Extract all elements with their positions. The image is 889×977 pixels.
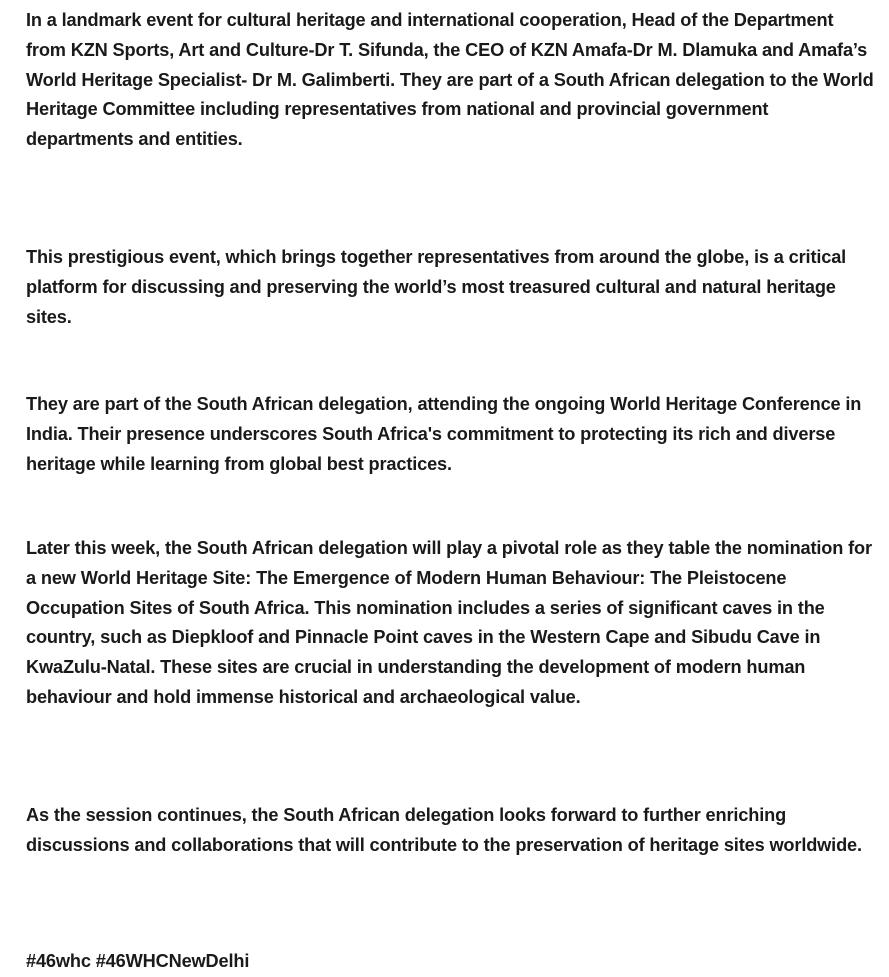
paragraph-nomination: Later this week, the South African delegation will play a pivotal role as they table the nomination for a new World Heritage Site: The Emergence of Modern Human Behaviour: The Pleistocene Occupation Sites of South Africa. This nomination includes a series of significant caves in the country, such as Diepkloof and Pinnacle Point caves in the Western Cape and Sibudu Cave in KwaZulu-Natal. These sites are crucial in understanding the development of modern human behaviour and hold immense historical and archaeological value. bbox=[26, 538, 872, 707]
paragraph-session-outlook: As the session continues, the South African delegation looks forward to further enriching discussions and collaborations that will contribute to the preservation of heritage sites worldwide. bbox=[26, 805, 862, 855]
paragraph-conference-attendance: They are part of the South African delegation, attending the ongoing World Heritage Conference in India. Their presence underscores South Africa's commitment to protecting its rich and diverse heritage while learning from global best practices. bbox=[26, 394, 862, 474]
paragraph-event-description: This prestigious event, which brings together representatives from around the globe, is a critical platform for discussing and preserving the world’s most treasured cultural and natural heritage sites. bbox=[26, 247, 847, 327]
hashtags: #46whc #46WHCNewDelhi bbox=[26, 951, 250, 971]
paragraph-delegation-intro: In a landmark event for cultural heritage and international cooperation, Head of the Department from KZN Sports, Art and Culture-Dr T. Sifunda, the CEO of KZN Amafa-Dr M. Dlamuka and Amafa’s World Heritage Specialist- Dr M. Galimberti. They are part of a South African delegation to the World Heritage Committee including representatives from national and provincial government departments and entities. bbox=[26, 10, 874, 150]
